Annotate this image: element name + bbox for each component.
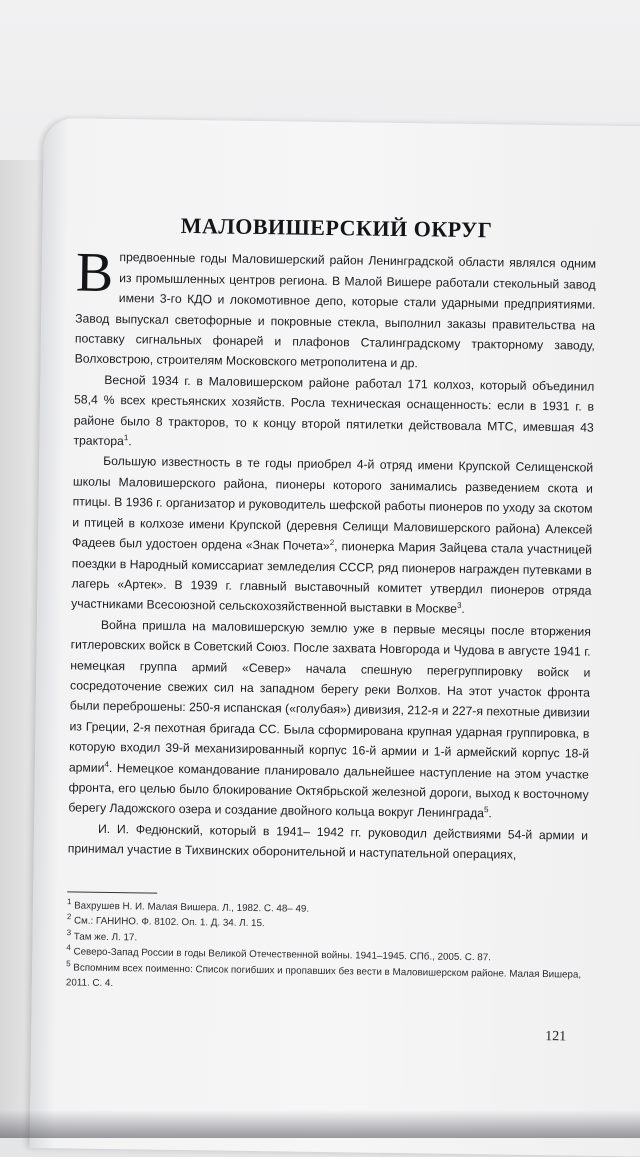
paragraph-1: Впредвоенные годы Маловишерский район Ленинградской области являлся одним из промышленных центров региона. В Малой Вишере работали стекольный завод имени 3-го КДО и локомотивное депо, которые стали ударными предприятиями. Завод выпускал светофорные и покровные стекла, выполнил заказы правительства на поставку сигнальных фонарей и плафонов Сталинградскому тракторному заводу, Волховстрою, строителям Московского метрополитена и др. [74, 241, 597, 371]
page-number: 121 [545, 1029, 567, 1045]
footnote-divider [67, 891, 157, 893]
footnote-2: $^2$ См.: ГАНИНО. Ф. 8102. Оп. 1. Д. 34. Л. 15. [66, 912, 265, 930]
bottom-shadow [0, 1110, 640, 1138]
footnote-5: $^5$ Вспомним всех поименно: Список погибших и пропавших без вести в Маловишерском районе. Малая Вишера, 2011. С. 4. [65, 958, 582, 990]
footnote-ref-1: 1 [123, 433, 129, 443]
book-page [30, 118, 640, 1157]
footnote-3: $^3$ Там же. Л. 17. [66, 927, 138, 943]
footnote-ref-3: 3 [456, 601, 462, 611]
footnote-1: $^1$ Вахрушев Н. И. Малая Вишера. Л., 1982. С. 48– 49. [67, 896, 310, 915]
paragraph-2: Весной 1934 г. в Маловишерском районе работал 171 колхоз, который объединил 58,4 % всех крестьянских хозяйств. Росла техническая оснащенность: если в 1931 г. в районе было 8 тракторов, то к концу второй пятилетки действовала МТС, имевшая 43 трактора$^1$. [73, 372, 595, 449]
footnote-4: $^4$ Северо-Запад России в годы Великой Отечественной войны. 1941–1945. СПб., 2005. С. 87. [66, 943, 492, 964]
page-content [66, 214, 597, 998]
paragraph-3: Большую известность в те годы приобрел 4-й отряд имени Крупской Селищенской школы Маловишерского района, пионеры которого занимались разведением скота и птицы. В 1936 г. организатор и руководитель шефской работы пионеров по уходу за скотом и птицей в колхозе имени Крупской (деревня Селищи Маловишерского района) Алексей Фадеев был удостоен ордена «Знак Почета»$^2$, пионерка Мария Зайцева стала участницей поездки в Народный комиссариат земледелия СССР, ряд пионеров награжден путевками в лагерь «Артек». В 1939 г. главный выставочный комитет утвердил пионеров отряда участниками Всесоюзной сельскохозяйственной выставки в Москве$^3$. [71, 454, 594, 617]
footnote-ref-4: 4 [104, 759, 110, 769]
drop-cap: В [75, 241, 114, 305]
paragraph-5: И. И. Федюнский, который в 1941– 1942 гг. руководил действиями 54-й армии и принимал участие в Тихвинских оборонительной и наступательной операциях, [67, 821, 589, 862]
footnote-ref-5: 5 [484, 805, 489, 815]
page-title: МАЛОВИШЕРСКИЙ ОКРУГ [180, 212, 493, 243]
paragraph-4: Война пришла на маловишерскую землю уже в первые месяцы после вторжения гитлеровских войск в Советский Союз. После захвата Новгорода и Чудова в августе 1941 г. немецкая группа армий «Север» начала спешную перегруппировку войск и сосредоточение свежих сил на западном берегу реки Волхов. На этот участок фронта были переброшены: 250-я испанская («голубая») дивизия, 212-я и 227-я пехотные дивизии из Греции, 2-я пехотная бригада СС. Была сформирована крупная ударная группировка, в которую входил 39-й механизированный корпус 16-й армии и 1-й армейский корпус 18-й армии$^4$. Немецкое командование планировало дальнейшее наступление на этом участке фронта, его целью было блокирование Октябрьской железной дороги, выход к восточному берегу Ладожского озера и создание двойного кольца вокруг Ленинграда$^5$. [68, 617, 591, 821]
footnote-ref-2: 2 [329, 538, 335, 548]
